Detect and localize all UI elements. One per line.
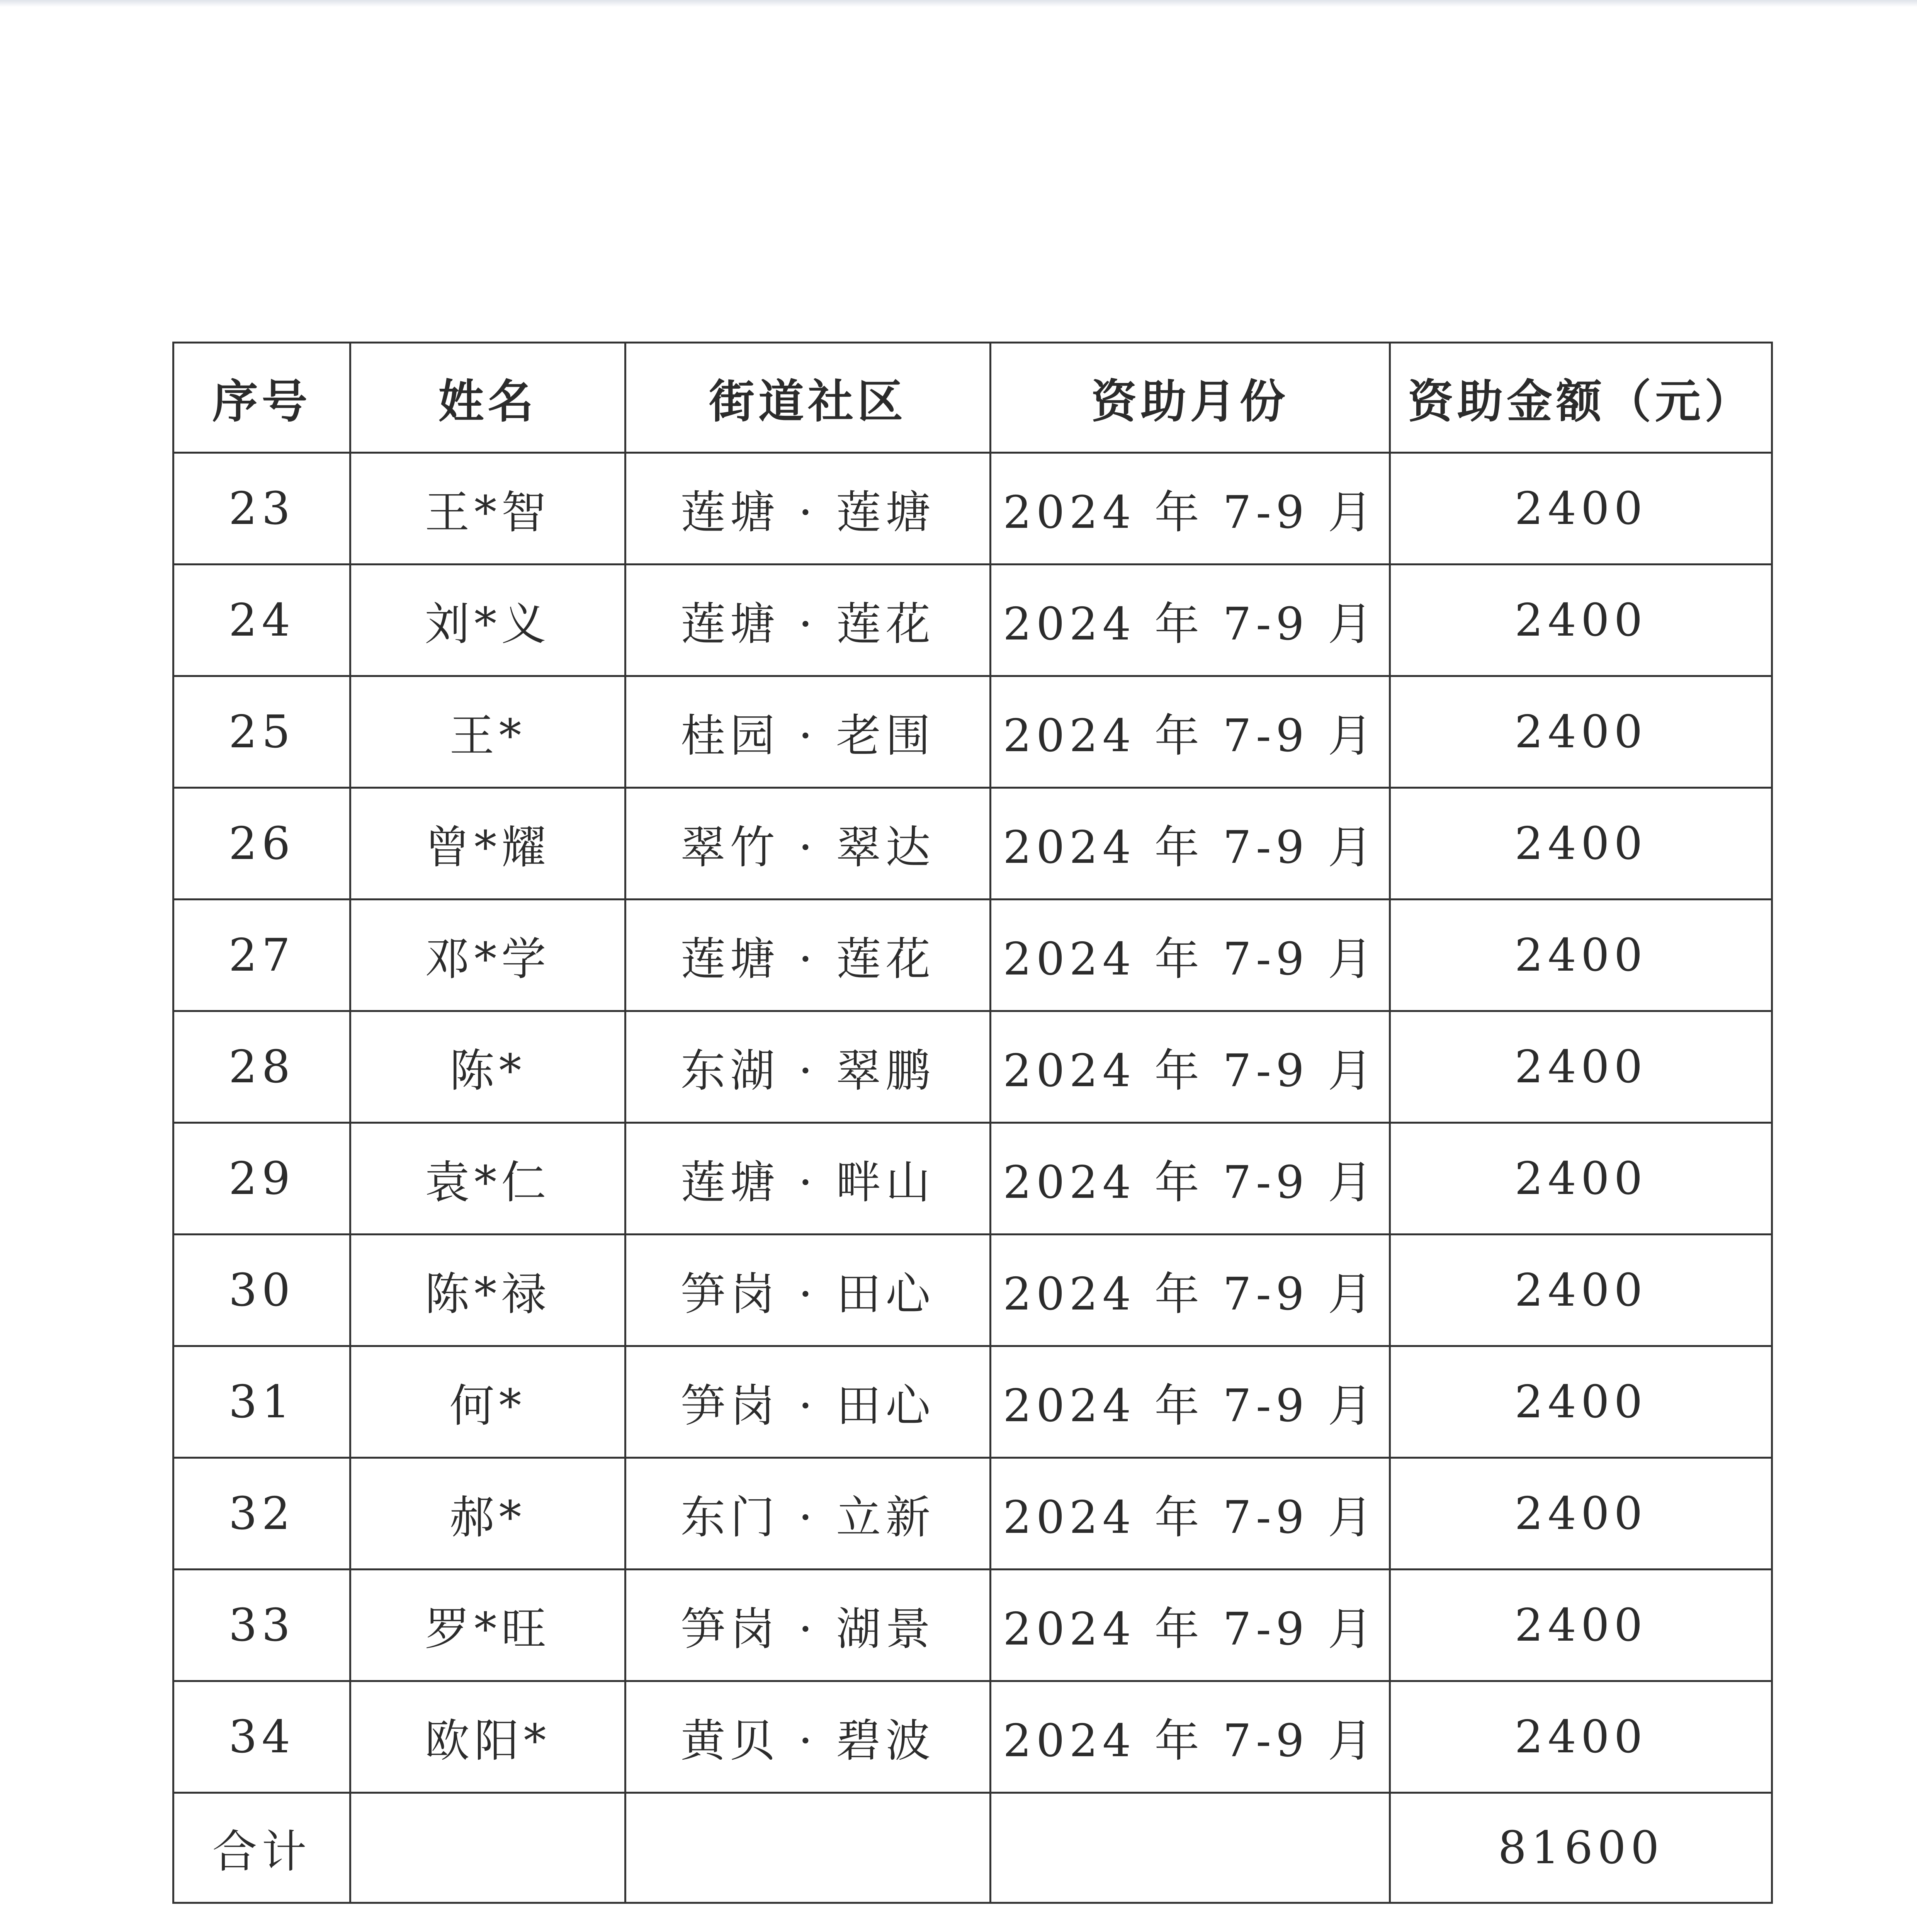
table-row (173, 1346, 1772, 1458)
cell-amount: 2400 (1390, 1235, 1772, 1346)
cell-index: 28 (173, 1011, 350, 1123)
table-row (173, 900, 1772, 1011)
cell-months: 2024 年 7-9 月 (991, 900, 1390, 1011)
cell-community: 翠竹 · 翠达 (625, 788, 991, 900)
scan-edge (0, 0, 1917, 7)
cell-months: 2024 年 7-9 月 (991, 788, 1390, 900)
total-community-cell (625, 1793, 991, 1903)
cell-name: 刘*义 (350, 565, 625, 676)
cell-community: 东门 · 立新 (625, 1458, 991, 1570)
cell-index: 27 (173, 900, 350, 1011)
table-header-row (173, 343, 1772, 453)
total-months-cell (991, 1793, 1390, 1903)
total-row (173, 1793, 1772, 1903)
cell-name: 邓*学 (350, 900, 625, 1011)
cell-community: 莲塘 · 畔山 (625, 1123, 991, 1235)
cell-name: 何* (350, 1346, 625, 1458)
cell-amount: 2400 (1390, 788, 1772, 900)
cell-index: 32 (173, 1458, 350, 1570)
cell-name: 陈*禄 (350, 1235, 625, 1346)
total-amount: 81600 (1390, 1793, 1772, 1903)
header-months: 资助月份 (991, 343, 1390, 453)
total-name-cell (350, 1793, 625, 1903)
cell-community: 笋岗 · 湖景 (625, 1570, 991, 1681)
cell-amount: 2400 (1390, 453, 1772, 565)
cell-amount: 2400 (1390, 1458, 1772, 1570)
table-row (173, 1681, 1772, 1793)
cell-name: 曾*耀 (350, 788, 625, 900)
cell-index: 23 (173, 453, 350, 565)
cell-months: 2024 年 7-9 月 (991, 453, 1390, 565)
table-row (173, 788, 1772, 900)
table-row (173, 453, 1772, 565)
cell-index: 30 (173, 1235, 350, 1346)
table-row (173, 1123, 1772, 1235)
cell-community: 笋岗 · 田心 (625, 1235, 991, 1346)
cell-index: 25 (173, 676, 350, 788)
header-name: 姓名 (350, 343, 625, 453)
table-row (173, 1570, 1772, 1681)
cell-community: 莲塘 · 莲塘 (625, 453, 991, 565)
cell-name: 王* (350, 676, 625, 788)
table-row (173, 1011, 1772, 1123)
cell-community: 莲塘 · 莲花 (625, 565, 991, 676)
cell-amount: 2400 (1390, 1123, 1772, 1235)
cell-index: 26 (173, 788, 350, 900)
cell-months: 2024 年 7-9 月 (991, 1681, 1390, 1793)
total-label: 合计 (173, 1793, 350, 1903)
cell-community: 莲塘 · 莲花 (625, 900, 991, 1011)
cell-months: 2024 年 7-9 月 (991, 1011, 1390, 1123)
cell-months: 2024 年 7-9 月 (991, 1570, 1390, 1681)
cell-community: 黄贝 · 碧波 (625, 1681, 991, 1793)
cell-name: 王*智 (350, 453, 625, 565)
cell-index: 29 (173, 1123, 350, 1235)
table-body (173, 453, 1772, 1793)
cell-community: 东湖 · 翠鹏 (625, 1011, 991, 1123)
cell-amount: 2400 (1390, 1570, 1772, 1681)
cell-months: 2024 年 7-9 月 (991, 1458, 1390, 1570)
cell-months: 2024 年 7-9 月 (991, 676, 1390, 788)
header-community: 街道社区 (625, 343, 991, 453)
table-row (173, 676, 1772, 788)
cell-months: 2024 年 7-9 月 (991, 565, 1390, 676)
cell-amount: 2400 (1390, 1681, 1772, 1793)
cell-index: 33 (173, 1570, 350, 1681)
cell-index: 31 (173, 1346, 350, 1458)
cell-months: 2024 年 7-9 月 (991, 1123, 1390, 1235)
cell-index: 34 (173, 1681, 350, 1793)
header-index: 序号 (173, 343, 350, 453)
table-row (173, 565, 1772, 676)
table-row (173, 1458, 1772, 1570)
cell-community: 桂园 · 老围 (625, 676, 991, 788)
cell-amount: 2400 (1390, 900, 1772, 1011)
cell-name: 陈* (350, 1011, 625, 1123)
cell-name: 袁*仁 (350, 1123, 625, 1235)
cell-community: 笋岗 · 田心 (625, 1346, 991, 1458)
cell-months: 2024 年 7-9 月 (991, 1346, 1390, 1458)
cell-name: 罗*旺 (350, 1570, 625, 1681)
cell-name: 欧阳* (350, 1681, 625, 1793)
aid-table (172, 342, 1773, 1904)
cell-name: 郝* (350, 1458, 625, 1570)
cell-amount: 2400 (1390, 565, 1772, 676)
cell-index: 24 (173, 565, 350, 676)
header-amount: 资助金额（元） (1390, 343, 1772, 453)
cell-months: 2024 年 7-9 月 (991, 1235, 1390, 1346)
cell-amount: 2400 (1390, 676, 1772, 788)
cell-amount: 2400 (1390, 1011, 1772, 1123)
table-row (173, 1235, 1772, 1346)
cell-amount: 2400 (1390, 1346, 1772, 1458)
